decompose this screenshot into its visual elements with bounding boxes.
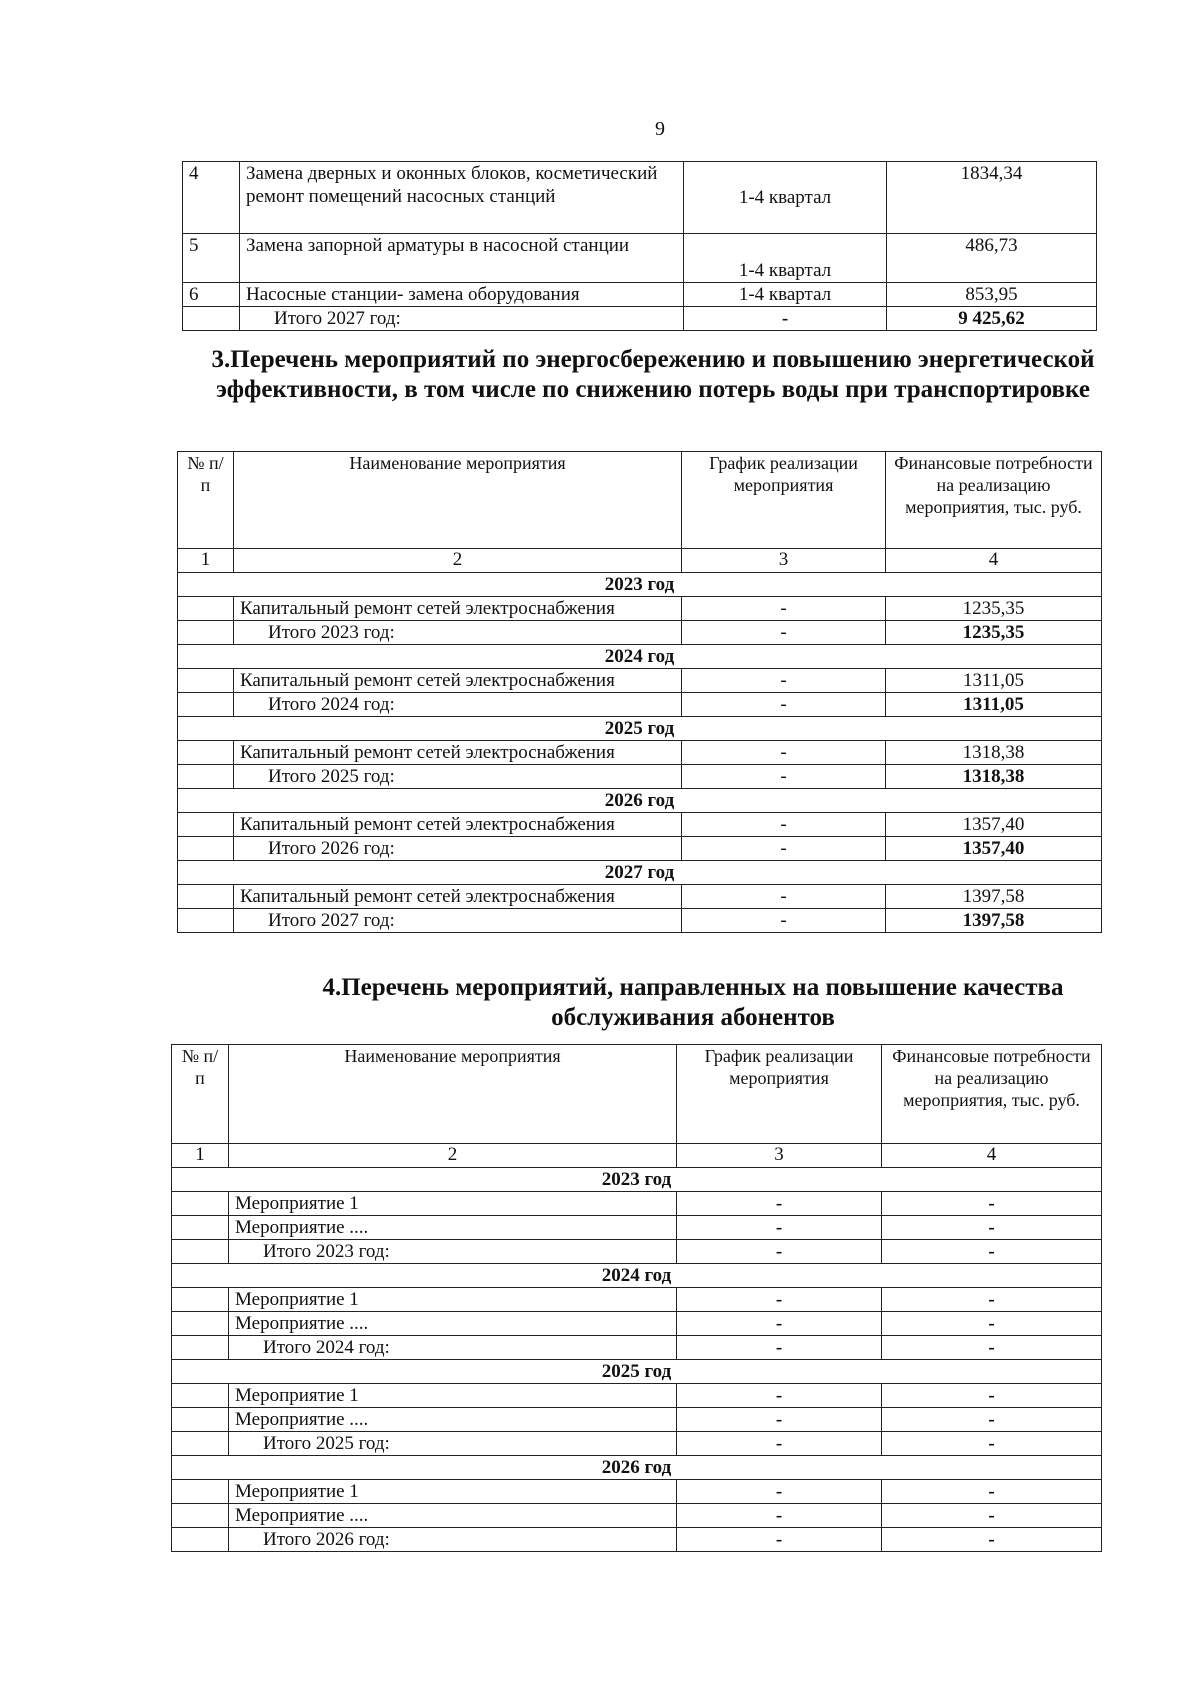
year-row: [172, 1456, 1102, 1480]
total-schedule: -: [677, 1432, 882, 1456]
item-amount: 1397,58: [886, 885, 1102, 909]
row-name: Насосные станции- замена оборудования: [240, 283, 684, 307]
row-name: Замена запорной арматуры в насосной станции: [240, 234, 684, 283]
row-amount: 486,73: [887, 234, 1097, 283]
total-label: Итого 2025 год:: [229, 1432, 677, 1456]
total-label: Итого 2024 год:: [229, 1336, 677, 1360]
total-schedule: -: [682, 621, 886, 645]
year-row: [172, 1168, 1102, 1192]
continuation-table: [182, 161, 1097, 331]
table-row: [172, 1312, 1102, 1336]
column-number: 2: [229, 1144, 677, 1168]
table-header-row: [178, 452, 1102, 549]
year-label: 2027 год: [178, 861, 1102, 885]
year-label: 2026 год: [178, 789, 1102, 813]
item-name: Мероприятие ....: [229, 1216, 677, 1240]
column-number: 1: [178, 549, 234, 573]
total-schedule: -: [677, 1240, 882, 1264]
total-amount: -: [882, 1336, 1102, 1360]
year-label: 2023 год: [178, 573, 1102, 597]
year-label: 2026 год: [172, 1456, 1102, 1480]
row-schedule: 1-4 квартал: [684, 234, 887, 283]
item-name: Капитальный ремонт сетей электроснабжения: [234, 741, 682, 765]
total-schedule: -: [682, 837, 886, 861]
year-label: 2023 год: [172, 1168, 1102, 1192]
item-name: Мероприятие 1: [229, 1384, 677, 1408]
total-amount: -: [882, 1240, 1102, 1264]
item-amount: 1318,38: [886, 741, 1102, 765]
year-row: [172, 1360, 1102, 1384]
item-name: Капитальный ремонт сетей электроснабжения: [234, 597, 682, 621]
page-number: 9: [655, 118, 665, 140]
total-label: Итого 2023 год:: [234, 621, 682, 645]
total-schedule: -: [682, 693, 886, 717]
item-amount: 1235,35: [886, 597, 1102, 621]
total-amount: 9 425,62: [887, 307, 1097, 331]
total-amount: 1318,38: [886, 765, 1102, 789]
item-schedule: -: [677, 1408, 882, 1432]
table-total-row: [183, 307, 1097, 331]
item-amount: -: [882, 1504, 1102, 1528]
item-schedule: -: [677, 1216, 882, 1240]
item-schedule: -: [677, 1192, 882, 1216]
item-name: Мероприятие 1: [229, 1288, 677, 1312]
total-label: Итого 2027 год:: [240, 307, 684, 331]
table-total-row: [172, 1528, 1102, 1552]
table-header-row: [172, 1045, 1102, 1144]
item-name: Мероприятие 1: [229, 1192, 677, 1216]
item-amount: 1357,40: [886, 813, 1102, 837]
year-row: [178, 717, 1102, 741]
year-row: [178, 573, 1102, 597]
row-amount: 853,95: [887, 283, 1097, 307]
item-schedule: -: [682, 813, 886, 837]
year-row: [172, 1264, 1102, 1288]
header-schedule: График реализации мероприятия: [682, 452, 886, 549]
total-amount: 1357,40: [886, 837, 1102, 861]
year-label: 2024 год: [178, 645, 1102, 669]
column-number: 3: [677, 1144, 882, 1168]
column-number: 3: [682, 549, 886, 573]
item-amount: -: [882, 1408, 1102, 1432]
item-name: Капитальный ремонт сетей электроснабжения: [234, 813, 682, 837]
header-schedule: График реализации мероприятия: [677, 1045, 882, 1144]
table-row: [172, 1480, 1102, 1504]
item-schedule: -: [682, 597, 886, 621]
column-numbers-row: [178, 549, 1102, 573]
header-num: № п/п: [178, 452, 234, 549]
table-total-row: [172, 1336, 1102, 1360]
item-schedule: -: [677, 1384, 882, 1408]
column-number: 1: [172, 1144, 229, 1168]
table-row: [178, 741, 1102, 765]
item-amount: -: [882, 1216, 1102, 1240]
total-schedule: -: [684, 307, 887, 331]
item-amount: -: [882, 1384, 1102, 1408]
header-name: Наименование мероприятия: [229, 1045, 677, 1144]
column-number: 4: [886, 549, 1102, 573]
column-number: 2: [234, 549, 682, 573]
section4-title: 4.Перечень мероприятий, направленных на повышение качества обслуживания абонентов: [322, 974, 1064, 1031]
table-row: [172, 1384, 1102, 1408]
table-row: [172, 1216, 1102, 1240]
header-name: Наименование мероприятия: [234, 452, 682, 549]
year-label: 2024 год: [172, 1264, 1102, 1288]
year-row: [178, 789, 1102, 813]
total-label: Итого 2023 год:: [229, 1240, 677, 1264]
total-amount: -: [882, 1528, 1102, 1552]
total-schedule: -: [682, 765, 886, 789]
year-row: [178, 645, 1102, 669]
item-schedule: -: [682, 669, 886, 693]
table-row: [178, 597, 1102, 621]
table-total-row: [172, 1240, 1102, 1264]
header-num: № п/п: [172, 1045, 229, 1144]
table-row: [172, 1192, 1102, 1216]
item-amount: -: [882, 1192, 1102, 1216]
total-label: Итого 2026 год:: [234, 837, 682, 861]
table-row: [172, 1288, 1102, 1312]
item-schedule: -: [682, 741, 886, 765]
column-numbers-row: [172, 1144, 1102, 1168]
item-name: Капитальный ремонт сетей электроснабжения: [234, 885, 682, 909]
header-amount: Финансовые потребности на реализацию мероприятия, тыс. руб.: [882, 1045, 1102, 1144]
item-name: Мероприятие ....: [229, 1408, 677, 1432]
row-schedule: 1-4 квартал: [684, 283, 887, 307]
item-name: Мероприятие ....: [229, 1504, 677, 1528]
table-total-row: [178, 909, 1102, 933]
table-total-row: [178, 693, 1102, 717]
total-label: Итого 2024 год:: [234, 693, 682, 717]
header-amount: Финансовые потребности на реализацию мероприятия, тыс. руб.: [886, 452, 1102, 549]
row-amount: 1834,34: [887, 162, 1097, 234]
table-total-row: [178, 621, 1102, 645]
item-schedule: -: [677, 1504, 882, 1528]
row-number: 5: [183, 234, 240, 283]
total-amount: 1397,58: [886, 909, 1102, 933]
item-schedule: -: [677, 1480, 882, 1504]
row-number: 6: [183, 283, 240, 307]
energy-saving-table: [177, 451, 1102, 933]
row-name: Замена дверных и оконных блоков, косметический ремонт помещений насосных станций: [240, 162, 684, 234]
table-row: [178, 813, 1102, 837]
item-schedule: -: [677, 1312, 882, 1336]
total-schedule: -: [677, 1528, 882, 1552]
year-row: [178, 861, 1102, 885]
item-schedule: -: [677, 1288, 882, 1312]
section3-title: 3.Перечень мероприятий по энергосбережению и повышению энергетической эффективности, в том числе по снижению потерь воды при транспортировке: [211, 346, 1095, 403]
table-row: [178, 885, 1102, 909]
row-schedule: 1-4 квартал: [684, 162, 887, 234]
service-quality-table: [171, 1044, 1102, 1552]
table-total-row: [178, 837, 1102, 861]
total-label: Итого 2027 год:: [234, 909, 682, 933]
item-amount: -: [882, 1288, 1102, 1312]
total-label: Итого 2025 год:: [234, 765, 682, 789]
item-name: Мероприятие 1: [229, 1480, 677, 1504]
total-label: Итого 2026 год:: [229, 1528, 677, 1552]
table-row: [183, 234, 1097, 283]
item-schedule: -: [682, 885, 886, 909]
year-label: 2025 год: [172, 1360, 1102, 1384]
year-label: 2025 год: [178, 717, 1102, 741]
row-number: 4: [183, 162, 240, 234]
table-row: [172, 1504, 1102, 1528]
column-number: 4: [882, 1144, 1102, 1168]
table-row: [178, 669, 1102, 693]
item-amount: 1311,05: [886, 669, 1102, 693]
total-amount: -: [882, 1432, 1102, 1456]
item-name: Капитальный ремонт сетей электроснабжения: [234, 669, 682, 693]
table-total-row: [178, 765, 1102, 789]
item-amount: -: [882, 1480, 1102, 1504]
table-row: [183, 283, 1097, 307]
total-amount: 1235,35: [886, 621, 1102, 645]
table-row: [172, 1408, 1102, 1432]
table-row: [183, 162, 1097, 234]
table-total-row: [172, 1432, 1102, 1456]
item-name: Мероприятие ....: [229, 1312, 677, 1336]
item-amount: -: [882, 1312, 1102, 1336]
total-schedule: -: [677, 1336, 882, 1360]
total-amount: 1311,05: [886, 693, 1102, 717]
total-schedule: -: [682, 909, 886, 933]
